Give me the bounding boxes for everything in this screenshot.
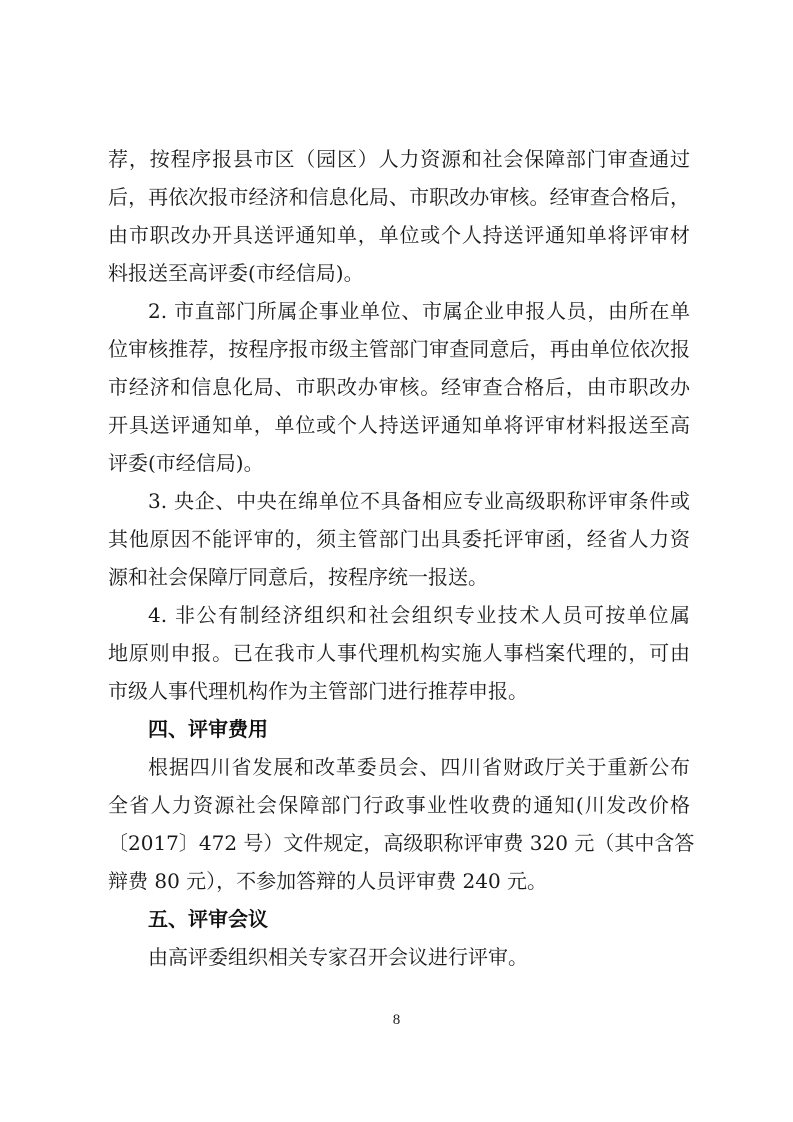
text-line: 辩费 80 元），不参加答辩的人员评审费 240 元。 — [108, 869, 548, 893]
text-line: 位审核推荐，按程序报市级主管部门审查同意后，再由单位依次报 — [108, 337, 690, 361]
text-line: 市级人事代理机构作为主管部门进行推荐申报。 — [108, 679, 528, 703]
paragraph-item-3-central-enterprises — [108, 482, 690, 596]
paragraph-item-2-city-departments — [108, 292, 690, 482]
text-line: 地原则申报。已在我市人事代理机构实施人事档案代理的，可由 — [108, 641, 690, 665]
paragraph-review-meeting — [108, 938, 690, 976]
section-heading-review-fees: 四、评审费用 — [148, 717, 268, 741]
text-line: 全省人力资源社会保障部门行政事业性收费的通知(川发改价格 — [108, 793, 690, 817]
page-number: 8 — [392, 1012, 401, 1028]
text-line: 其他原因不能评审的，须主管部门出具委托评审函，经省人力资 — [108, 527, 690, 551]
paragraph-review-fees — [108, 748, 695, 900]
text-line: 评委(市经信局)。 — [108, 451, 264, 475]
text-line: 3. 央企、中央在绵单位不具备相应专业高级职称评审条件或 — [148, 489, 690, 513]
section-heading-review-meeting: 五、评审会议 — [148, 907, 268, 931]
paragraph-review-procedure-county — [108, 140, 690, 292]
text-line: 后，再依次报市经济和信息化局、市职改办审核。经审查合格后， — [108, 185, 690, 209]
text-line: 根据四川省发展和改革委员会、四川省财政厅关于重新公布 — [148, 755, 690, 779]
text-line: 由高评委组织相关专家召开会议进行评审。 — [148, 945, 528, 969]
document-body — [108, 140, 695, 976]
text-line: 荐，按程序报县市区（园区）人力资源和社会保障部门审查通过 — [108, 147, 690, 171]
text-line: 源和社会保障厅同意后，按程序统一报送。 — [108, 565, 488, 589]
text-line: 由市职改办开具送评通知单，单位或个人持送评通知单将评审材 — [108, 223, 690, 247]
text-line: 市经济和信息化局、市职改办审核。经审查合格后，由市职改办 — [108, 375, 690, 399]
text-line: 4. 非公有制经济组织和社会组织专业技术人员可按单位属 — [148, 603, 690, 627]
text-line: 〔2017〕472 号）文件规定，高级职称评审费 320 元（其中含答 — [108, 831, 695, 855]
text-line: 开具送评通知单，单位或个人持送评通知单将评审材料报送至高 — [108, 413, 690, 437]
text-line: 料报送至高评委(市经信局)。 — [108, 261, 364, 285]
paragraph-item-4-non-public-organizations — [108, 596, 690, 710]
text-line: 2. 市直部门所属企事业单位、市属企业申报人员，由所在单 — [148, 299, 690, 323]
